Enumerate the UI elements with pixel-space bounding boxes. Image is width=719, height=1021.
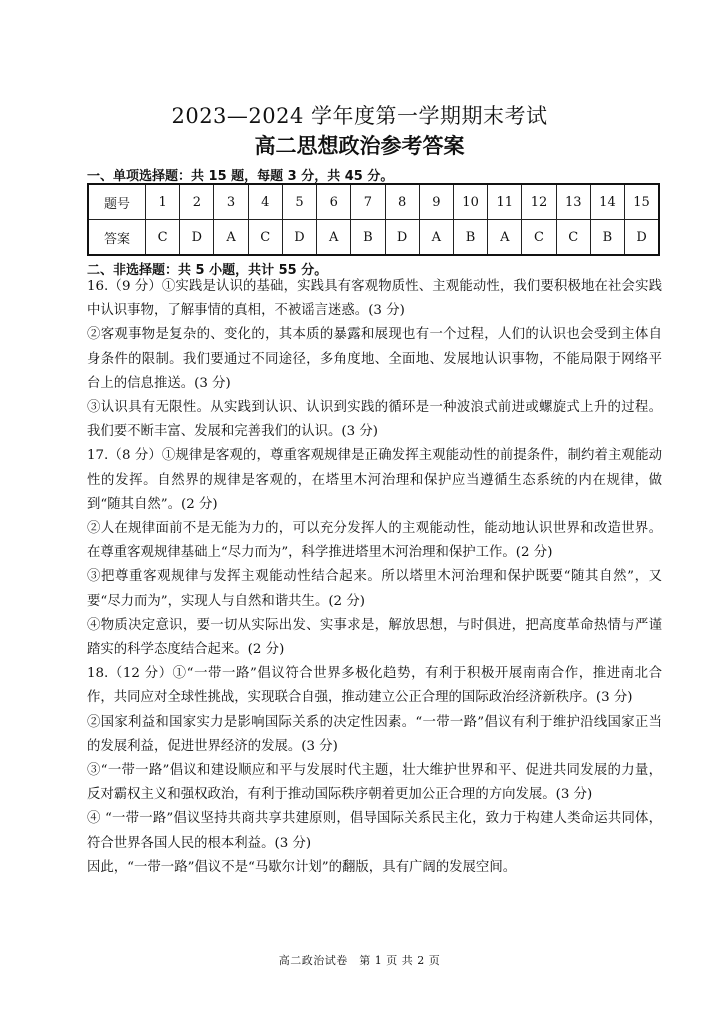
question-number: 6 <box>317 184 351 220</box>
answer-paragraph: ④物质决定意识，要一切从实际出发、实事求是，解放思想，与时俱进，把高度革命热情与严谨踏实的科学态度结合起来。(2 分) <box>87 617 662 658</box>
answer-row <box>88 220 659 256</box>
answer-paragraph: ②人在规律面前不是无能为力的，可以充分发挥人的主观能动性，能动地认识世界和改造世界。在尊重客观规律基础上“尽力而为”，科学推进塔里木河治理和保护工作。(2 分) <box>87 521 662 561</box>
answer-paragraph: 18.（12 分）①“一带一路”倡议符合世界多极化趋势，有利于积极开展南南合作，推进南北合作，共同应对全球性挑战，实现联合自强，推动建立公正合理的国际政治经济新秩序。(3 分) <box>87 666 662 706</box>
answer-paragraph: 17.（8 分）①规律是客观的，尊重客观规律是正确发挥主观能动性的前提条件，制约着主观能动性的发挥。自然界的规律是客观的，在塔里木河治理和保护应当遵循生态系统的内在规律，做到“随其自然”。(2 分) <box>87 448 662 512</box>
exam-subtitle: 高二思想政治参考答案 <box>254 134 465 158</box>
answer-paragraph: ③认识具有无限性。从实践到认识、认识到实践的循环是一种波浪式前进或螺旋式上升的过程。我们要不断丰富、发展和完善我们的认识。(3 分) <box>87 400 662 440</box>
answer-cell: C <box>248 220 282 256</box>
answer-body <box>87 275 662 880</box>
answer-cell: D <box>180 220 214 256</box>
answer-paragraph: ③“一带一路”倡议和建设顺应和平与发展时代主题，壮大维护世界和平、促进共同发展的力量，反对霸权主义和强权政治，有利于推动国际秩序朝着更加公正合理的方向发展。(3 分) <box>87 763 662 803</box>
question-number: 12 <box>522 184 556 220</box>
question-number: 4 <box>248 184 282 220</box>
question-number: 8 <box>385 184 419 220</box>
question-number: 9 <box>419 184 453 220</box>
exam-title: 2023—2024 学年度第一学期期末考试 <box>171 104 548 128</box>
answer-paragraph: 16.（9 分）①实践是认识的基础，实践具有客观物质性、主观能动性，我们要积极地在社会实践中认识事物，了解事情的真相，不被谣言迷惑。(3 分) <box>87 279 662 319</box>
answer-cell: C <box>146 220 180 256</box>
question-number: 3 <box>214 184 248 220</box>
answer-cell: C <box>556 220 590 256</box>
question-number: 11 <box>488 184 522 220</box>
answer-paragraph: 因此，“一带一路”倡议不是“马歇尔计划”的翻版，具有广阔的发展空间。 <box>87 859 517 875</box>
question-number: 5 <box>282 184 316 220</box>
answer-cell: A <box>317 220 351 256</box>
answer-cell: A <box>214 220 248 256</box>
section-heading-choice: 一、单项选择题：共 15 题，每题 3 分，共 45 分。 <box>87 169 394 184</box>
question-number-row <box>88 184 659 220</box>
question-number: 1 <box>146 184 180 220</box>
answer-cell: A <box>419 220 453 256</box>
answer-cell: B <box>453 220 487 256</box>
answer-cell: D <box>385 220 419 256</box>
answer-cell: D <box>625 220 659 256</box>
section-heading-essay: 二、非选择题：共 5 小题，共计 55 分。 <box>87 263 328 278</box>
row-label-answer: 答案 <box>88 220 146 256</box>
question-number: 13 <box>556 184 590 220</box>
question-number: 10 <box>453 184 487 220</box>
answer-paragraph: ②客观事物是复杂的、变化的，其本质的暴露和展现也有一个过程，人们的认识也会受到主体自身条件的限制。我们要通过不同途径，多角度地、全面地、发展地认识事物，不能局限于网络平台上的信息推送。(3 分) <box>87 327 662 391</box>
answer-paragraph: ②国家利益和国家实力是影响国际关系的决定性因素。“一带一路”倡议有利于维护沿线国家正当的发展利益，促进世界经济的发展。(3 分) <box>87 714 662 754</box>
answer-cell: C <box>522 220 556 256</box>
answer-paragraph: ③把尊重客观规律与发挥主观能动性结合起来。所以塔里木河治理和保护既要“随其自然”，又要“尽力而为”，实现人与自然和谐共生。(2 分) <box>87 569 662 609</box>
answer-cell: B <box>351 220 385 256</box>
answer-cell: B <box>590 220 624 256</box>
answer-cell: D <box>282 220 316 256</box>
question-number: 7 <box>351 184 385 220</box>
question-number: 2 <box>180 184 214 220</box>
answer-cell: A <box>488 220 522 256</box>
question-number: 15 <box>625 184 659 220</box>
question-number: 14 <box>590 184 624 220</box>
row-label-number: 题号 <box>88 184 146 220</box>
page-footer: 高二政治试卷 第 1 页 共 2 页 <box>278 954 441 967</box>
answer-paragraph: ④ “一带一路”倡议坚持共商共享共建原则，倡导国际关系民主化，致力于构建人类命运共同体，符合世界各国人民的根本利益。(3 分) <box>87 811 662 851</box>
answer-table <box>87 183 660 256</box>
